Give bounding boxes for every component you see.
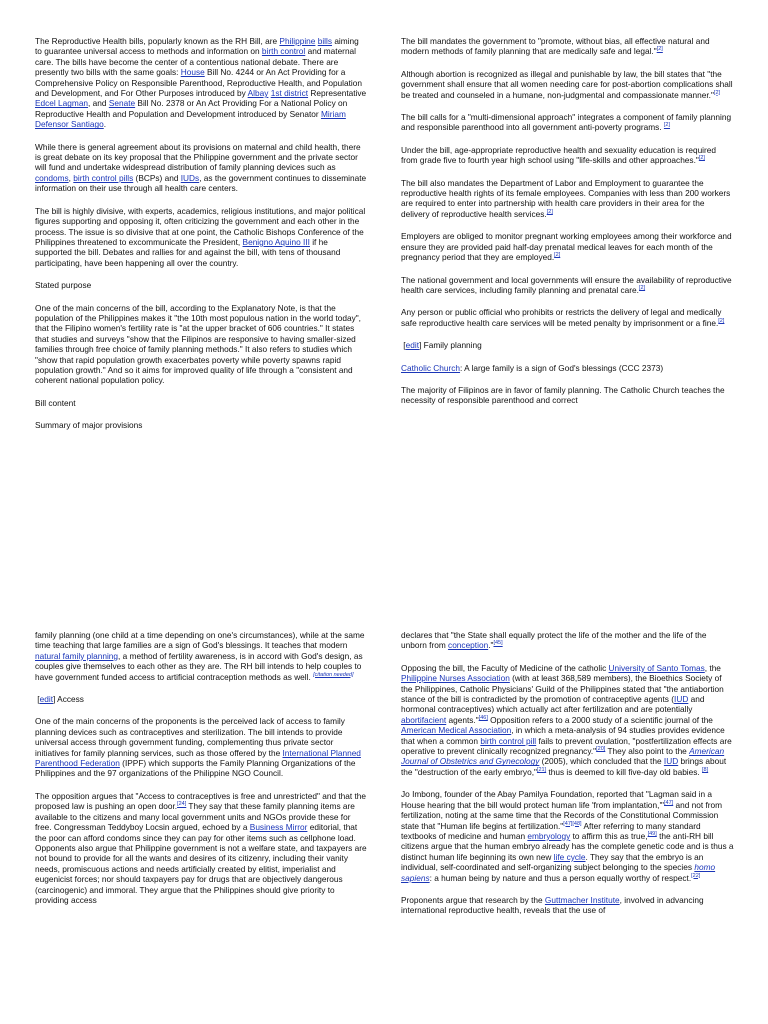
text: Bill No. 4244 or An Act Providing for a Comprehensive Policy on Responsible Parenthood, Reproductive Health, and Population and Development, and For Other Purposes introduced by (35, 67, 363, 99)
paragraph-mandate (401, 36, 734, 57)
text: After referring to many standard textbooks of medicine and human (401, 820, 701, 841)
text: , in which a meta-analysis of 94 studies provides evidence that when a common (401, 725, 725, 746)
text: (with at least 368,589 members), the Bioethics Society of the Philippines, Catholic Physicians' Guild of the Philippines stated that "the antiabortion stance of the bill is contradicted by the promotion of contraceptive agents ( (401, 673, 724, 705)
link-benigno-aquino[interactable]: Benigno Aquino III (242, 236, 310, 247)
link-business-mirror[interactable]: Business Mirror (249, 822, 308, 833)
citation-link[interactable]: [21] (536, 767, 547, 774)
text: Access (55, 694, 84, 705)
link-ippf[interactable]: International Planned Parenthood Federation (35, 747, 361, 769)
text: They say that these family planning items are available to the citizens and many local government units and NGOs provide these for free. Congressman Teddyboy Locsin argued, echoed by a (35, 801, 355, 833)
text: and not from fertilization, noting at the same time that the Records of the Constitutional Commission state that "Human life begins at fertilization." (401, 799, 723, 831)
heading-summary-provisions: Summary of major provisions (35, 420, 143, 431)
link-albay[interactable]: Albay (247, 88, 269, 99)
link-ajog[interactable]: American Journal of Obstetrics and Gynecology (401, 746, 725, 767)
text: Employers are obliged to monitor pregnant working employees among their workforce and ensure they are provided paid half-day prenatal medical leaves for each month of the pregnancy period that they are employed. (401, 231, 732, 263)
link-1st-district[interactable]: 1st district (270, 88, 309, 99)
link-homo-sapiens[interactable]: homo sapiens (401, 862, 716, 883)
edit-link[interactable]: edit (405, 340, 420, 351)
text: declares that "the State shall equally protect the life of the mother and the life of the unborn from (401, 630, 707, 651)
page1-right-column (401, 36, 734, 418)
text: Opposing the bill, the Faculty of Medicine of the catholic (401, 662, 609, 673)
edit-link[interactable]: edit (39, 694, 54, 705)
text: ." (488, 640, 494, 651)
link-life-cycle[interactable]: life cycle (553, 851, 586, 862)
heading-access: [edit] Access (35, 694, 84, 705)
paragraph-imbong (401, 789, 734, 883)
text: Representative (308, 88, 367, 99)
citation-link[interactable]: [24] (177, 801, 187, 808)
text: editorial, that the poor can afford condoms since they can pay for other items such as cellphone load. Opponents also argue that Philippine government is not a welfare state, and taxpayers are not bound to provide for all the wants and desires of its citizenry, including their vanity needs, promiscuous actions and needs artificially created by elitist, imperialist and eugenicist forces; nor should taxpayers pay for drugs that are objectively dangerous (carcinogenic) and immoral. They argue that the Philippines should give priority to providing access (35, 822, 367, 905)
text: (IPPF) which supports the Family Planning Organizations of the Philippines and the 97 organizations of the Philippine NGO Council. (35, 758, 356, 779)
text: . (103, 119, 107, 130)
text: Family planning (421, 340, 482, 351)
text: family planning (one child at a time depending on one's circumstances), while at the same time teaching that large families are a sign of God's blessings. It teaches that modern (35, 630, 365, 651)
text: The Reproductive Health bills, popularly known as the RH Bill, are (35, 36, 280, 46)
citation-link[interactable]: [2] (713, 89, 721, 96)
text: : A large family is a sign of God's blessings (CCC 2373) (460, 362, 664, 373)
paragraph-divisive (35, 206, 367, 268)
text: Opposition refers to a 2000 study of a scientific journal of the (487, 714, 713, 725)
paragraph-opposing (401, 663, 734, 777)
text: , and (88, 98, 109, 109)
link-miriam-defensor-santiago[interactable]: Miriam Defensor Santiago (35, 108, 346, 130)
text: and hormonal contraceptives) which actually act after fertilization and are potentially (401, 694, 705, 715)
citation-link[interactable]: [47] (664, 799, 674, 806)
text: They also point to the (605, 746, 690, 757)
text: , (68, 172, 74, 183)
citation-link[interactable]: [2] (656, 46, 663, 53)
text: The bill is highly divisive, with experts, academics, religious institutions, and major political figures supporting and opposing it, often criticizing the government and each other in the process. The issue is so divisive that at one point, the Catholic Bishops Conference of the Philippines threatened to excommunicate the President, (35, 205, 366, 247)
text: One of the main concerns of the proponents is the perceived lack of access to family planning devices such as contraceptives and sterilization. The bill intends to provide universal access through government funding, complementing thus private sector initiatives for family planning services, such as those offered by the (35, 716, 345, 758)
citation-link[interactable]: [2] (663, 122, 671, 129)
text: thus is deemed to kill five-day old babies. (546, 766, 700, 777)
citation-link[interactable]: [46] (478, 715, 488, 722)
paragraph-labor (401, 178, 734, 220)
citation-link[interactable]: [2] (638, 285, 646, 292)
text: Proponents argue that research by the (401, 894, 545, 905)
citation-link[interactable]: [2] (698, 155, 705, 162)
paragraph-purpose: One of the main concerns of the bill, according to the Explanatory Note, is that the population of the Philippines makes it "the 10th most populous nation in the world today", that the Filipino women's fertility rate is "at the upper bracket of 606 countries." It states that studies and surveys "show that the Filipinos are responsive to having smaller-sized families through free choice of family planning methods." It also refers to studies which "show that rapid population growth exacerbates poverty while poverty spawns rapid population growth." And so it aims for improved quality of life through a "consistent and coherent national population policy. (35, 302, 361, 386)
citation-link[interactable]: [47][48] (563, 820, 582, 827)
text: and maternal care. The bills have become the center of a contentious national debate. There are presently two bills with the same goals: (35, 46, 357, 78)
link-ust[interactable]: University of Santo Tomas (608, 662, 705, 673)
paragraph-family-planning-cont (35, 630, 367, 682)
link-iuds[interactable]: IUDs (180, 172, 200, 183)
text: to affirm this as true, (570, 830, 648, 841)
link-guttmacher[interactable]: Guttmacher Institute (544, 894, 620, 905)
page2-right-column (401, 630, 734, 928)
text: Any person or public official who prohibits or restricts the delivery of legal and medically safe reproductive health care services will be meted penalty by imprisonment or a fine. (401, 307, 722, 328)
link-embryology[interactable]: embryology (527, 830, 571, 841)
text: The bill calls for a "multi-dimensional approach" integrates a component of family planning and responsible parenthood into all government anti-poverty programs. (401, 112, 732, 133)
link-house[interactable]: House (180, 67, 205, 78)
link-abortifacient[interactable]: abortifacient (401, 714, 447, 725)
paragraph-penalty (401, 307, 734, 328)
paragraph-abortion (401, 69, 734, 100)
link-natural-family-planning[interactable]: natural family planning (35, 650, 119, 661)
heading-family-planning: [edit] Family planning (401, 340, 482, 351)
link-catholic-church[interactable]: Catholic Church (401, 362, 461, 373)
citation-link[interactable]: [2] (554, 252, 561, 259)
text: , as the government continues to disseminate information on their use through all health care centers. (35, 172, 367, 194)
heading-bill-content: Bill content (35, 397, 76, 408)
citation-link[interactable]: [49] (647, 831, 657, 838)
text: the anti-RH bill citizens argue that the human embryo already has the complete genetic code and is thus a distinct human life beginning its own new (401, 830, 734, 862)
text: The bill also mandates the Department of Labor and Employment to guarantee the reproductive health rights of its female employees. Companies with less than 200 workers are required to enter into partnership with health care providers in their area for the delivery of reproductive health services. (401, 177, 731, 219)
text: While there is general agreement about its provisions on maternal and child health, there is great debate on its key proposal that the Philippine government and the private sector will fund and undertake widespread distribution of family planning devices such as (35, 141, 361, 173)
link-condoms[interactable]: condoms (35, 172, 69, 183)
citation-link[interactable]: [22] (691, 872, 701, 879)
text: fails to prevent ovulation, "postfertilization effects are operative to prevent clinically recognized pregnancy." (401, 735, 732, 757)
link-birth-control-pills[interactable]: birth control pills (73, 172, 134, 183)
citation-needed-link[interactable]: [citation needed] (313, 671, 354, 678)
text: . They say that the embryo is an individual, self-coordinated and self-organizing subject belonging to the species (401, 851, 704, 873)
text: The bill mandates the government to "promote, without bias, all effective natural and modern methods of family planning that are medically safe and legal." (401, 36, 710, 57)
paragraph-multidimensional (401, 112, 734, 133)
text: , the (704, 662, 721, 673)
page-separator (0, 565, 768, 625)
link-birth-control[interactable]: birth control (261, 46, 306, 57)
citation-link[interactable]: [45] (493, 640, 503, 647)
link-ama[interactable]: American Medical Association (401, 725, 512, 736)
paragraph-constitution (401, 630, 734, 651)
paragraph-debate (35, 142, 367, 194)
citation-link[interactable]: [20] (596, 746, 606, 753)
text: The national government and local governments will ensure the availability of reproductive health care services, including family planning and prenatal care. (401, 274, 732, 295)
link-birth-control-pill[interactable]: birth control pill (480, 735, 537, 746)
caption-catholic-church (401, 363, 734, 373)
paragraph-availability (401, 275, 734, 296)
text: (BCPs) and (133, 172, 181, 183)
text: if he supported the bill. Debates and rallies for and against the bill, with tens of thousand participating, have been happening all over the country. (35, 236, 341, 268)
paragraph-employers (401, 231, 734, 262)
link-bills[interactable]: bills (317, 36, 333, 46)
text: aiming to guarantee universal access to methods and information on (35, 36, 359, 57)
link-philippine[interactable]: Philippine (279, 36, 316, 46)
text: Under the bill, age-appropriate reproductive health and sexuality education is required from grade five to fourth year high school using "life-skills and other approaches." (401, 144, 717, 166)
paragraph-majority: The majority of Filipinos are in favor of family planning. The Catholic Church teaches the necessity of responsible parenthood and correct (401, 384, 725, 406)
citation-link[interactable]: [2] (718, 317, 725, 324)
link-iud[interactable]: IUD (663, 756, 679, 767)
text: Bill No. 2378 or An Act Providing For a National Policy on Reproductive Health and Population and Development introduced by Senator (35, 98, 348, 119)
citation-link[interactable]: [2] (546, 209, 553, 216)
text: , involved in advancing international reproductive health, reveals that the use of (401, 894, 704, 916)
paragraph-education (401, 145, 734, 166)
link-edcel-lagman[interactable]: Edcel Lagman (35, 98, 89, 109)
heading-stated-purpose: Stated purpose (35, 280, 92, 291)
text: The opposition argues that "Access to contraceptives is free and unrestricted" and that the proposed law is pushing an open door. (35, 790, 367, 812)
citation-link[interactable]: [8] (702, 767, 709, 774)
link-senate[interactable]: Senate (108, 98, 136, 109)
paragraph-intro (35, 36, 367, 130)
text: Although abortion is recognized as illegal and punishable by law, the bill states that "the government shall ensure that all women needing care for post-abortion complications shall be treated and counseled in a humane, non-judgmental and compassionate manner." (401, 68, 733, 100)
paragraph-access (35, 716, 367, 778)
text: Jo Imbong, founder of the Abay Pamilya Foundation, reported that "Lagman said in a House hearing that the bill would protect human life 'from implantation,'" (401, 789, 713, 810)
text: , a method of fertility awareness, is in accord with God's design, as couples give themselves to each other as they are. The RH bill intends to help couples to have government funded access to artificial contraception methods as well. (35, 650, 363, 682)
link-pna[interactable]: Philippine Nurses Association (401, 673, 510, 684)
text: : a human being by nature and thus a person equally worthy of respect. (429, 872, 692, 883)
text: brings about the "destruction of the early embryo," (401, 756, 727, 777)
link-conception[interactable]: conception (448, 640, 489, 651)
page2-left-column (35, 630, 367, 917)
link-iud[interactable]: IUD (674, 694, 689, 705)
paragraph-opposition-access (35, 791, 367, 905)
paragraph-proponents (401, 895, 734, 916)
text: (2005), which concluded that the (539, 756, 664, 767)
text: agents." (446, 714, 479, 725)
page1-left-column (35, 36, 367, 443)
